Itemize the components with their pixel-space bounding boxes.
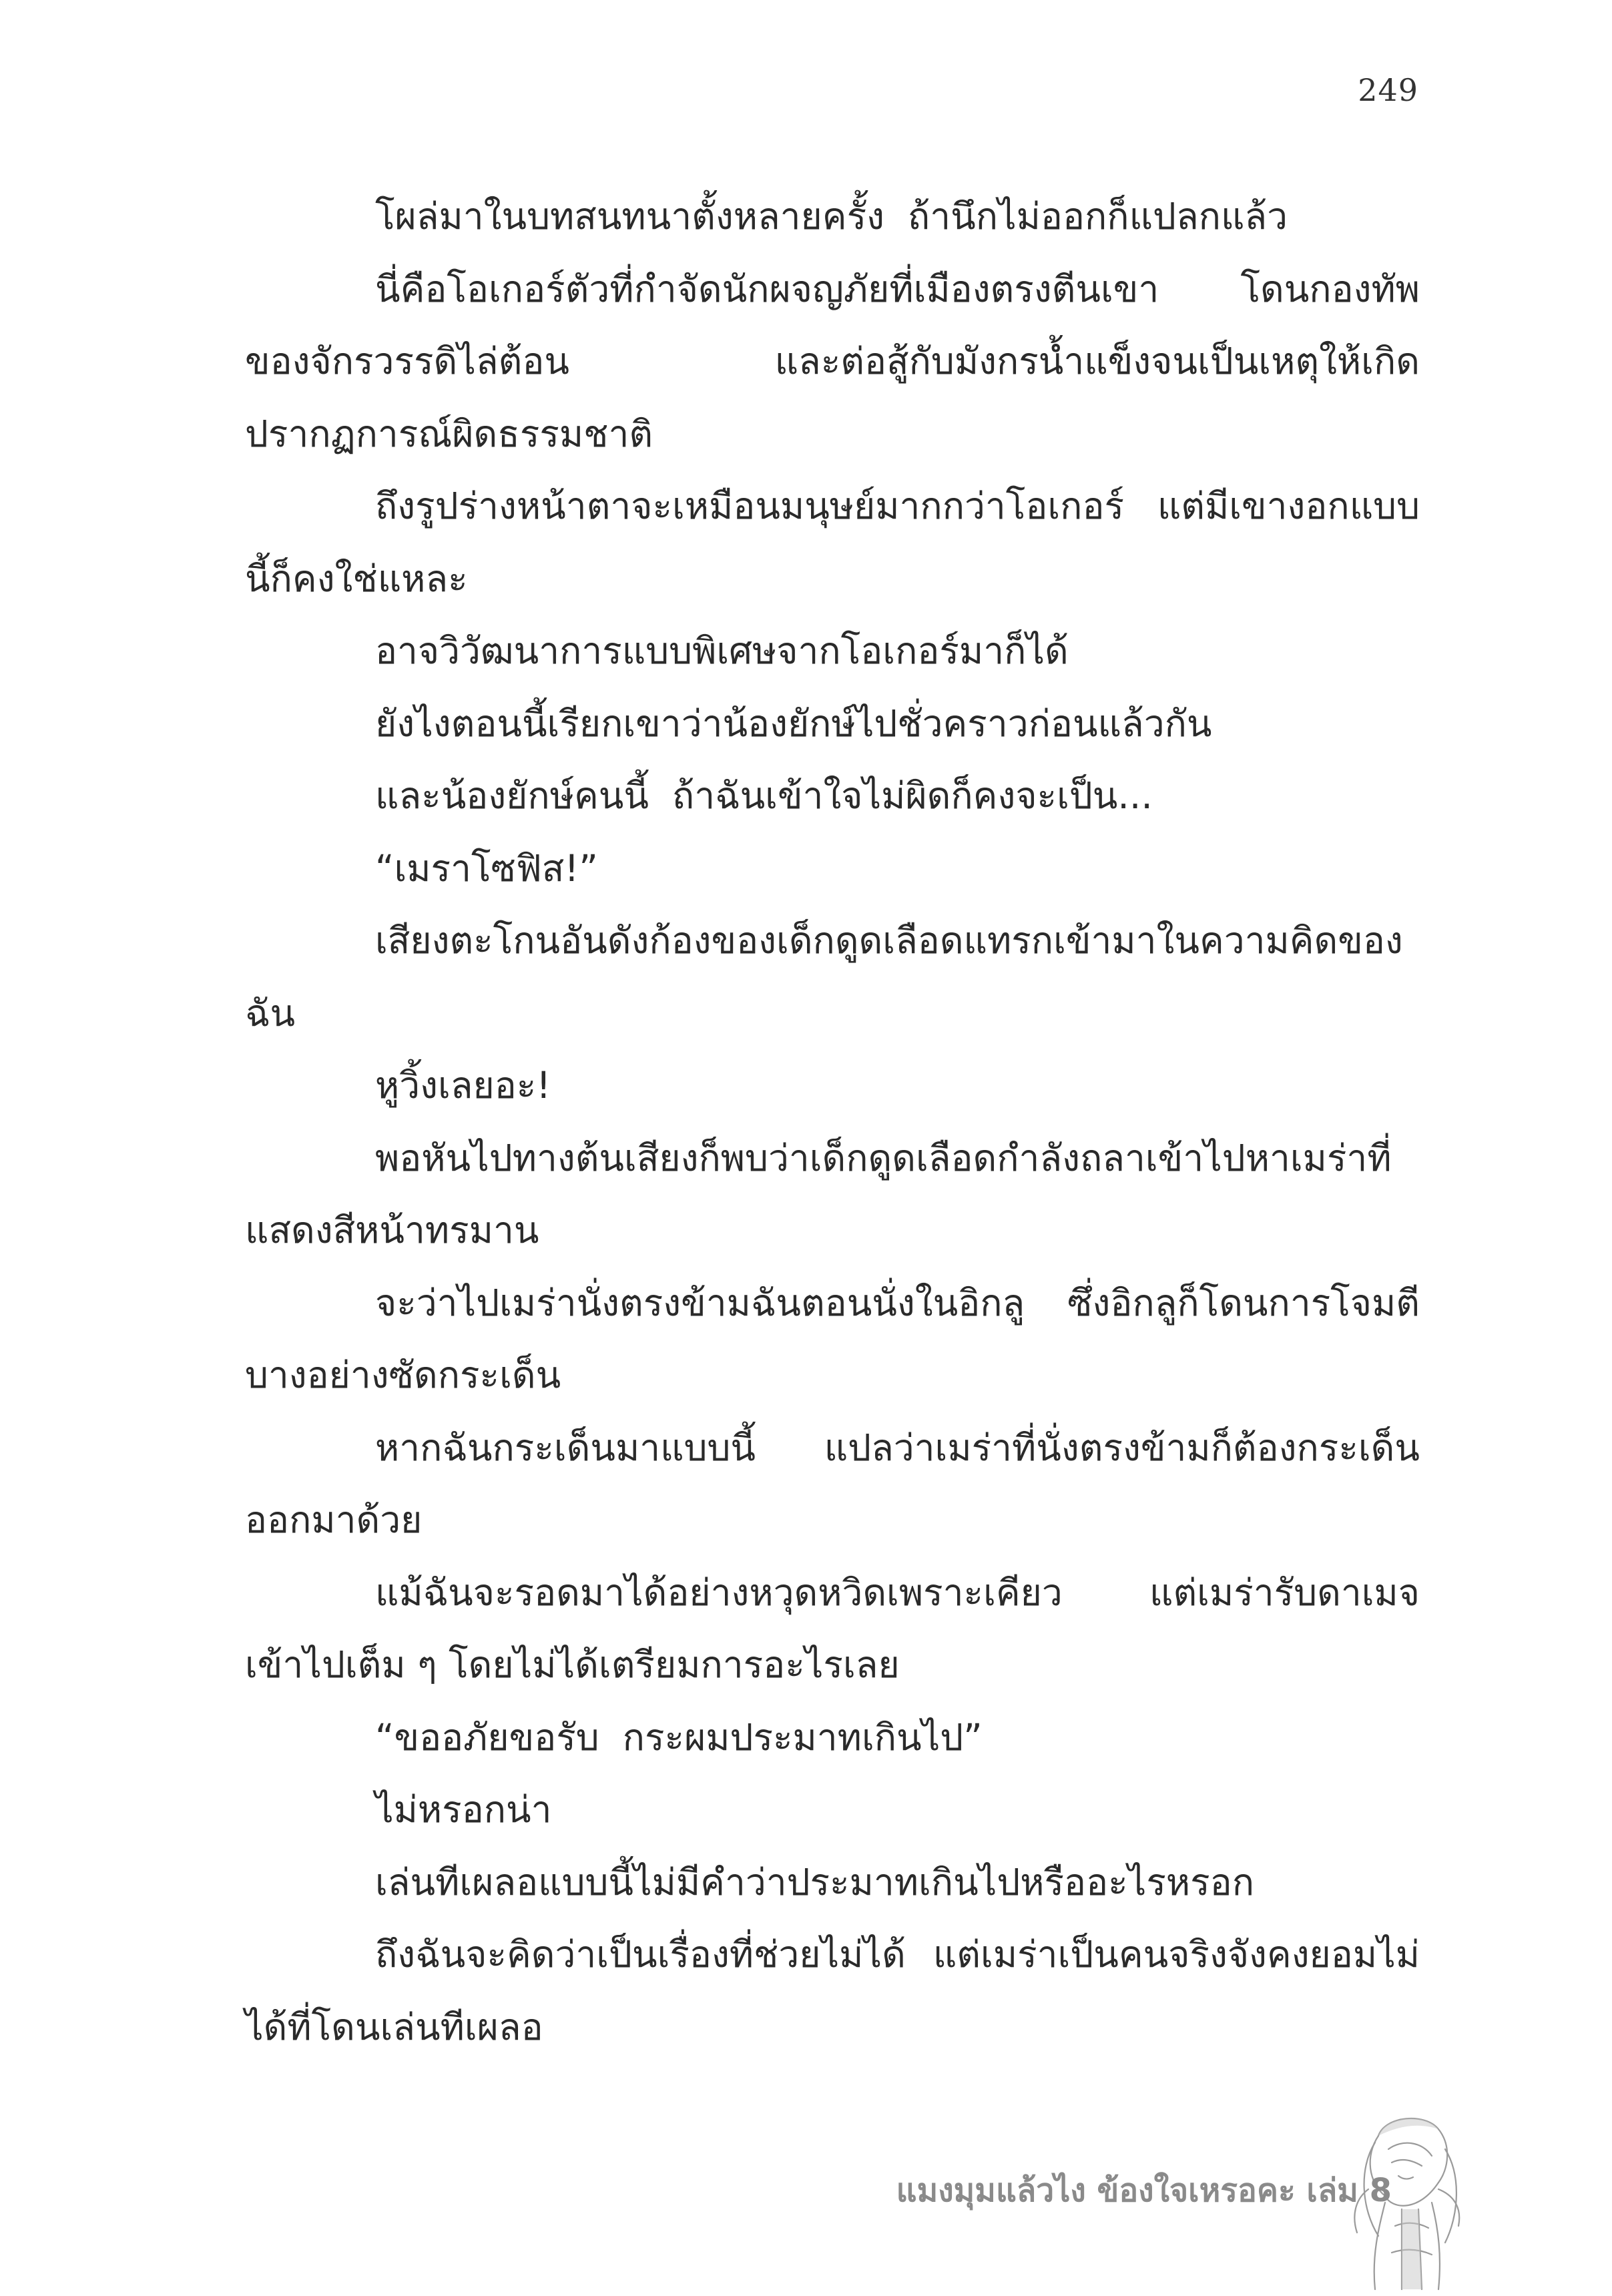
paragraph: แม้ฉันจะรอดมาได้อย่างหวุดหวิดเพราะเคียว แต่เมร่ารับดาเมจเข้าไปเต็ม ๆ โดยไม่ได้เตรียมการอะไรเลย	[245, 1570, 1420, 1686]
paragraph: หากฉันกระเด็นมาแบบนี้ แปลว่าเมร่าที่นั่งตรงข้ามก็ต้องกระเด็นออกมาด้วย	[245, 1426, 1420, 1541]
paragraph: จะว่าไปเมร่านั่งตรงข้ามฉันตอนนั่งในอิกลู ซึ่งอิกลูก็โดนการโจมตีบางอย่างซัดกระเด็น	[245, 1281, 1420, 1396]
paragraph: ถึงฉันจะคิดว่าเป็นเรื่องที่ช่วยไม่ได้ แต่เมร่าเป็นคนจริงจังคงยอมไม่ได้ที่โดนเล่นทีเผลอ	[245, 1933, 1420, 2048]
paragraph: นี่คือโอเกอร์ตัวที่กำจัดนักผจญภัยที่เมืองตรงตีนเขา โดนกองทัพของจักรวรรดิไล่ต้อน และต่อสู้กับมังกรน้ำแข็งจนเป็นเหตุให้เกิดปรากฏการณ์ผิดธรรมชาติ	[245, 267, 1420, 455]
page-footer	[768, 2156, 1612, 2296]
page-number: 249	[1358, 72, 1418, 108]
paragraph: ไม่หรอกน่า	[375, 1788, 552, 1831]
paragraph: “ขออภัยขอรับ กระผมประมาทเกินไป”	[375, 1715, 983, 1759]
paragraph: อาจวิวัฒนาการแบบพิเศษจากโอเกอร์มาก็ได้	[375, 629, 1069, 672]
paragraph: โผล่มาในบทสนทนาตั้งหลายครั้ง ถ้านึกไม่ออกก็แปลกแล้ว	[375, 195, 1288, 238]
paragraph: เสียงตะโกนอันดังก้องของเด็กดูดเลือดแทรกเข้ามาในความคิดของฉัน	[245, 919, 1403, 1035]
paragraph: พอหันไปทางต้นเสียงก็พบว่าเด็กดูดเลือดกำลังถลาเข้าไปหาเมร่าที่แสดงสีหน้าทรมาน	[245, 1136, 1392, 1251]
paragraph: “เมราโซฟิส!”	[375, 846, 598, 890]
paragraph: เล่นทีเผลอแบบนี้ไม่มีคำว่าประมาทเกินไปหรืออะไรหรอก	[375, 1860, 1254, 1904]
paragraph: ยังไงตอนนี้เรียกเขาว่าน้องยักษ์ไปชั่วคราวก่อนแล้วกัน	[375, 701, 1212, 745]
body-text	[245, 180, 1420, 2063]
book-title: แมงมุมแล้วไง ข้องใจเหรอคะ เล่ม 8	[896, 2172, 1392, 2209]
paragraph: หูวิ้งเลยอะ!	[375, 1064, 551, 1107]
paragraph: และน้องยักษ์คนนี้ ถ้าฉันเข้าใจไม่ผิดก็คงจะเป็น...	[375, 774, 1153, 817]
paragraph: ถึงรูปร่างหน้าตาจะเหมือนมนุษย์มากกว่าโอเกอร์ แต่มีเขางอกแบบนี้ก็คงใช่แหละ	[245, 485, 1420, 600]
